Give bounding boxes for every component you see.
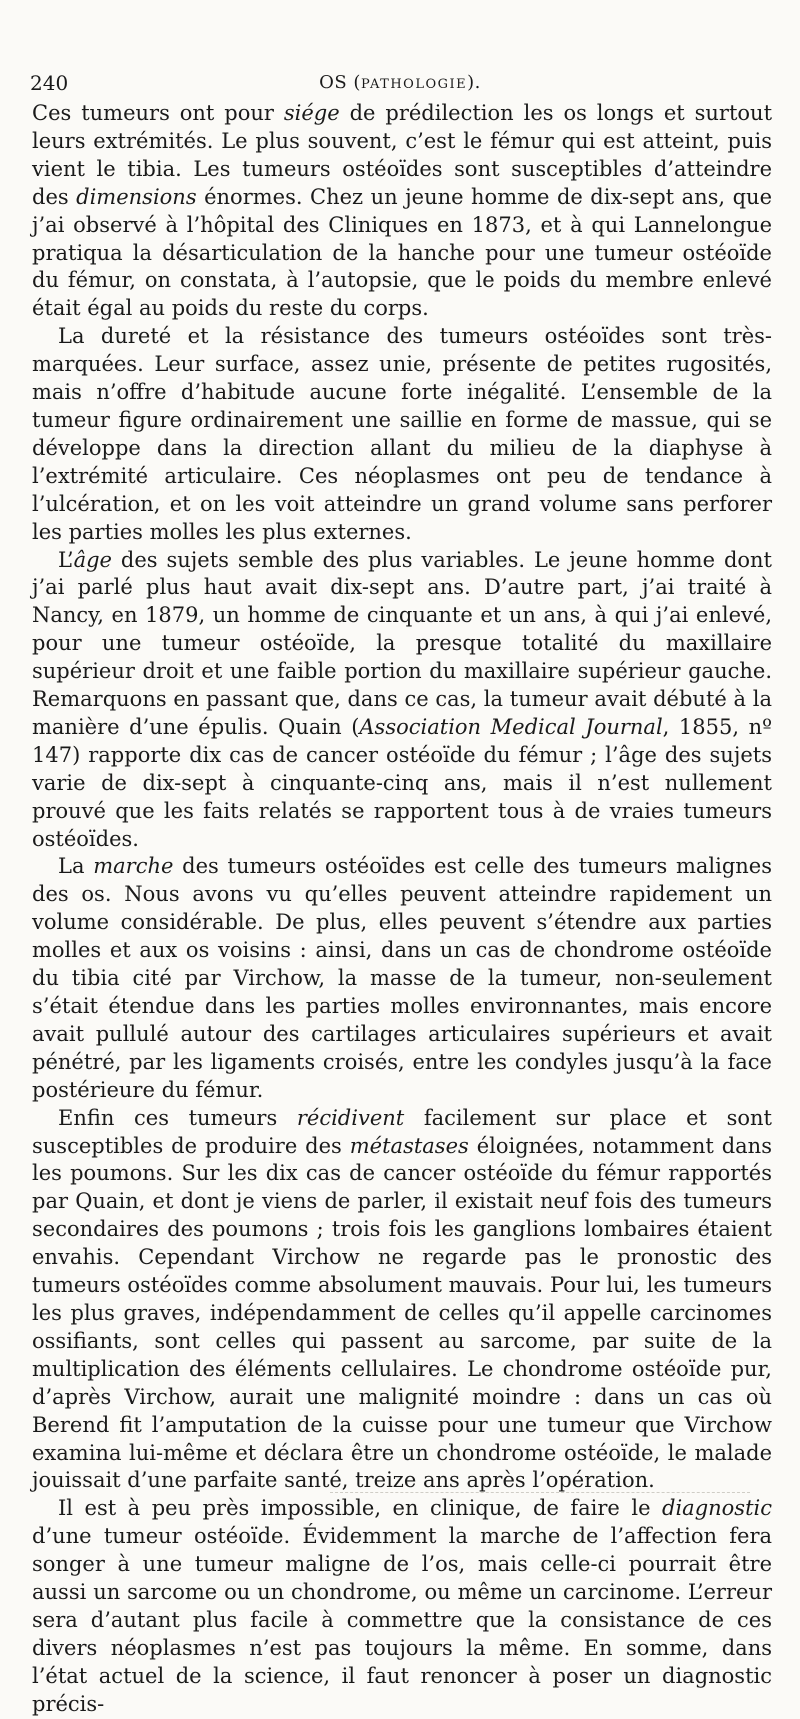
paragraph-text: Enfin ces tumeurs <box>58 1105 297 1130</box>
body-text <box>32 100 772 1719</box>
paragraph-text: , 1855, nº 147) rapporte dix cas de cancer ostéoïde du fémur ; l’âge des sujets varie de dix-sept à cinquante-cinq ans, mais il n’est nullement prouvé que les faits relatés se rapportent tous à de vraies tumeurs ostéoïdes. <box>32 714 772 851</box>
paragraph-text: énormes. Chez un jeune homme de dix-sept ans, que j’ai observé à l’hôpital des Cliniques en 1873, et à qui Lannelongue pratiqua la désarticulation de la hanche pour une tumeur ostéoïde du fémur, on constata, à l’autopsie, que le poids du membre enlevé était égal au poids du reste du corps. <box>32 184 772 321</box>
running-head <box>30 66 770 102</box>
paragraph-marche <box>32 853 772 1104</box>
paragraph-text: des sujets semble des plus variables. Le jeune homme dont j’ai parlé plus haut avait dix-sept ans. D’autre part, j’ai traité à Nancy, en 1879, un homme de cinquante et un ans, à qui j’ai enlevé, pour une tumeur ostéoïde, la presque totalité du maxillaire supérieur droit et une faible portion du maxillaire supérieur gauche. Remarquons en passant que, dans ce cas, la tumeur avait débuté à la manière d’une épulis. Quain ( <box>32 547 772 739</box>
italic-term: diagnostic <box>662 1496 772 1521</box>
running-head-small-caps: PATHOLOGIE <box>360 77 468 92</box>
paragraph-text: La <box>58 854 94 879</box>
running-head-close: ). <box>467 72 481 93</box>
italic-term: dimensions <box>76 184 197 209</box>
paragraph-text: de prédilection les os longs et surtout leurs extrémités. Le plus souvent, c’est le fémur qui est atteint, puis vient le tibia. Les tumeurs ostéoïdes sont susceptibles d’atteindre des <box>32 101 773 209</box>
running-head-main: OS ( <box>319 72 361 93</box>
italic-term: âge <box>73 547 112 572</box>
paragraph-age <box>32 547 772 854</box>
paragraph-text: des tumeurs ostéoïdes est celle des tumeurs malignes des os. Nous avons vu qu’elles peuvent atteindre rapidement un volume considérable. De plus, elles peuvent s’étendre aux parties molles et aux os voisins : ainsi, dans un cas de chondrome ostéoïde du tibia cité par Virchow, la masse de la tumeur, non-seulement s’était étendue dans les parties molles environnantes, mais encore avait pullulé autour des cartilages articulaires supérieurs et avait pénétré, par les ligaments croisés, entre les condyles jusqu’à la face postérieure du fémur. <box>32 854 773 1102</box>
italic-term: récidivent <box>296 1105 405 1130</box>
paragraph-text: d’une tumeur ostéoïde. Évidemment la marche de l’affection fera songer à une tumeur maligne de l’os, mais celle-ci pourrait être aussi un sarcome ou un chondrome, ou même un carcinome. L’erreur sera d’autant plus facile à commettre que la consistance de ces divers néoplasmes n’est pas toujours la même. En somme, dans l’état actuel de la science, il faut renoncer à poser un diagnostic précis- <box>32 1524 772 1716</box>
paragraph-durete <box>32 323 772 546</box>
bottom-rule <box>330 1492 750 1493</box>
paragraph-text: Il est à peu près impossible, en clinique, de faire le <box>58 1496 663 1521</box>
page-header <box>30 66 770 100</box>
paragraph-siege <box>32 100 772 323</box>
paragraph-text: facilement sur place et sont susceptibles de produire des <box>32 1105 772 1158</box>
italic-term: marche <box>93 854 174 879</box>
paragraph-recidive <box>32 1105 772 1496</box>
paragraph-text: éloignées, notamment dans les poumons. Sur les dix cas de cancer ostéoïde du fémur rapportés par Quain, et dont je viens de parler, il existait neuf fois des tumeurs secondaires des poumons ; trois fois les ganglions lombaires étaient envahis. Cependant Virchow ne regarde pas le pronostic des tumeurs ostéoïdes comme absolument mauvais. Pour lui, les tumeurs les plus graves, indépendamment de celles qu’il appelle carcinomes ossifiants, sont celles qui passent au sarcome, par suite de la multiplication des éléments cellulaires. Le chondrome ostéoïde pur, d’après Virchow, aurait une malignité moindre : dans un cas où Berend fit l’amputation de la cuisse pour une tumeur que Virchow examina lui-même et déclara être un chondrome ostéoïde, le malade jouissait d’une parfaite santé, treize ans après l’opération. <box>32 1133 772 1493</box>
italic-term: siége <box>283 101 340 125</box>
paragraph-text: L’ <box>58 547 74 572</box>
paragraph-text: La dureté et la résistance des tumeurs ostéoïdes sont très-marquées. Leur surface, assez unie, présente de petites rugosités, mais n’offre d’habitude aucune forte inégalité. L’ensemble de la tumeur figure ordinairement une saillie en forme de massue, qui se développe dans la direction allant du milieu de la diaphyse à l’extrémité articulaire. Ces néoplasmes ont peu de tendance à l’ulcération, et on les voit atteindre un grand volume sans perforer les parties molles les plus externes. <box>32 324 772 544</box>
paragraph-text: Ces tumeurs ont pour <box>32 101 284 125</box>
page-number: 240 <box>30 71 69 95</box>
italic-term: métastases <box>349 1133 469 1158</box>
paragraph-diagnostic <box>32 1495 772 1718</box>
italic-term: Association Medical Journal <box>359 714 663 739</box>
